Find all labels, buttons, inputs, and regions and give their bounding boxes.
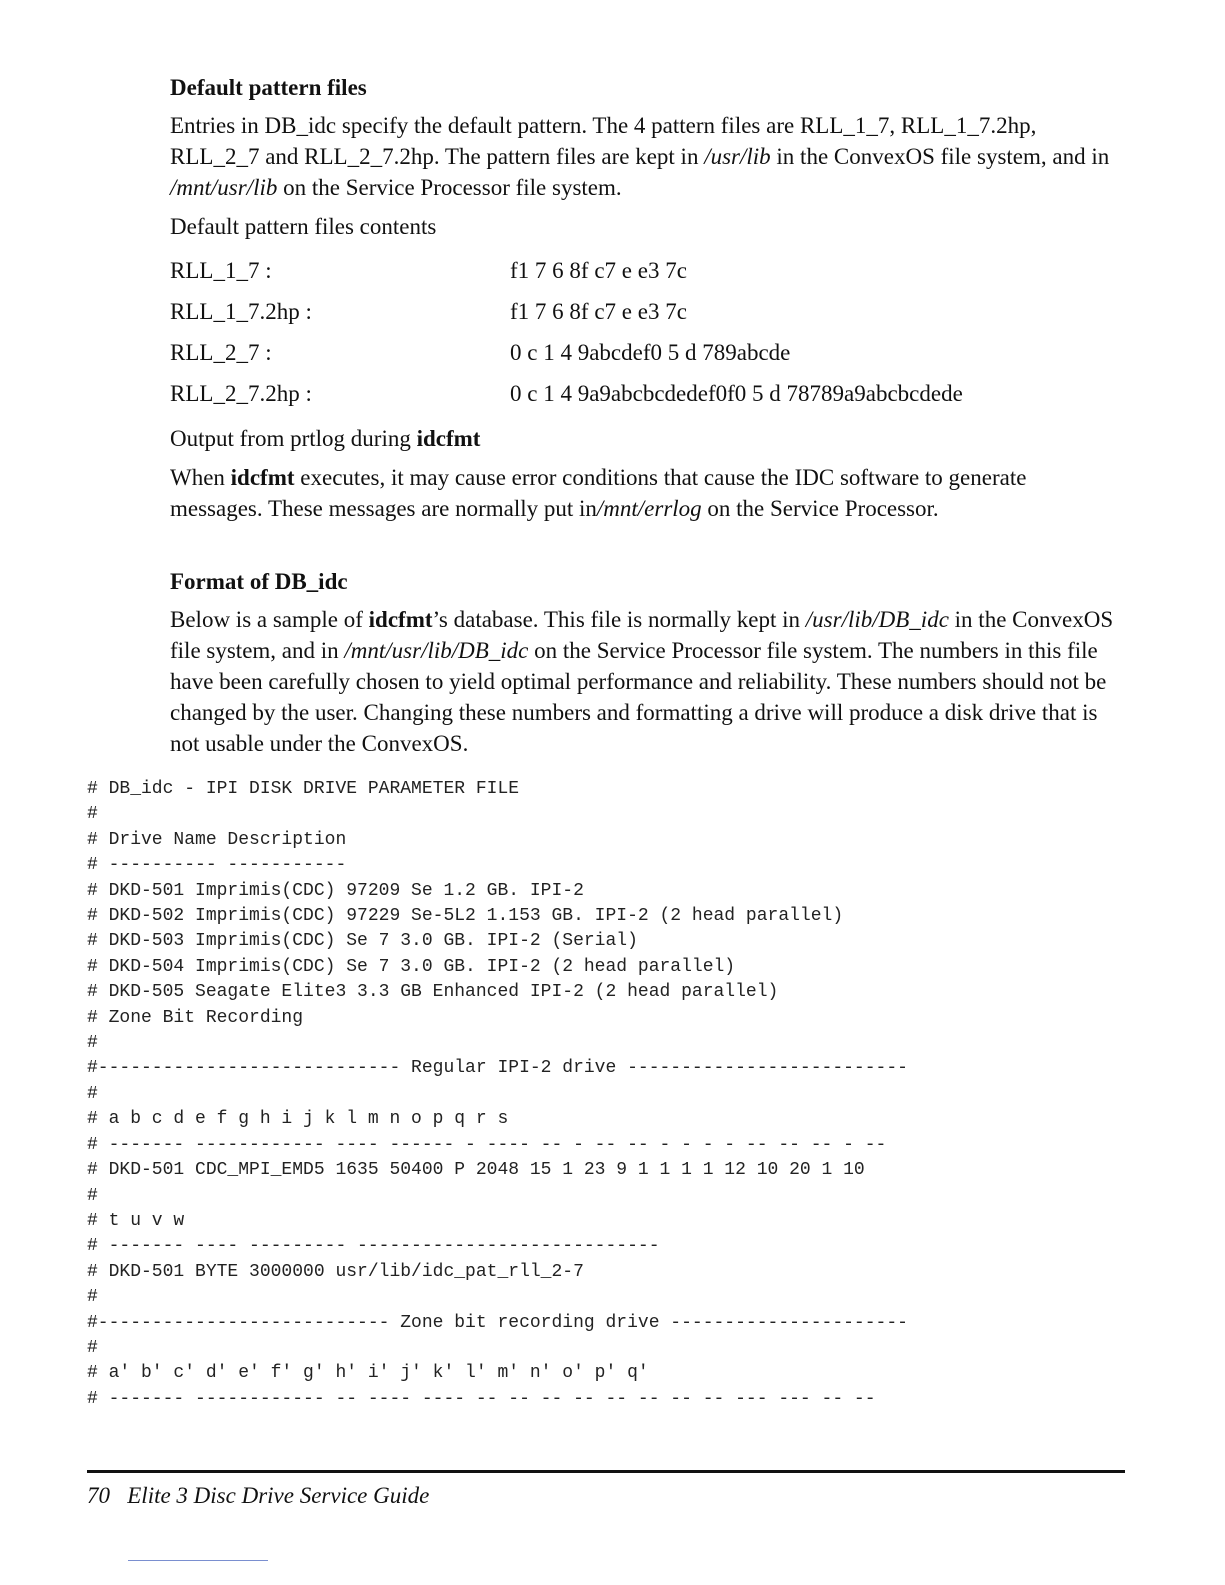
text-run: Below is a sample of	[170, 607, 369, 632]
code-line: #	[87, 1337, 98, 1358]
pattern-row	[170, 337, 1070, 378]
text-run: ’s database. This file is normally kept in	[432, 607, 806, 632]
footer-rule	[87, 1470, 1125, 1473]
path-usr-lib: /usr/lib	[704, 144, 771, 169]
pattern-name: RLL_1_7 :	[170, 258, 272, 283]
code-line: # a b c d e f g h i j k l m n o p q r s	[87, 1109, 509, 1130]
code-line: #---------------------------- Regular IPI-2 drive --------------------------	[87, 1058, 908, 1079]
paragraph-output	[170, 462, 1115, 524]
pattern-row	[170, 255, 1070, 296]
code-line: # DKD-501 BYTE 3000000 usr/lib/idc_pat_rll_2-7	[87, 1261, 584, 1282]
path-mnt-errlog: /mnt/errlog	[596, 496, 702, 521]
code-line: # ------- ------------ ---- ------ - ---- -- - -- -- - - - - -- -- -- - --	[87, 1134, 887, 1155]
page-number: 70	[87, 1483, 110, 1508]
code-line: # Zone Bit Recording	[87, 1007, 304, 1028]
code-line: #	[87, 804, 98, 825]
paragraph-format	[170, 604, 1115, 759]
code-line: # DKD-502 Imprimis(CDC) 97229 Se-5L2 1.153 GB. IPI-2 (2 head parallel)	[87, 906, 844, 927]
pattern-name: RLL_1_7.2hp :	[170, 299, 312, 324]
code-line: #	[87, 1083, 98, 1104]
label-pattern-contents: Default pattern files contents	[170, 214, 437, 239]
path-mnt-usr-lib-db-idc: /mnt/usr/lib/DB_idc	[344, 638, 529, 663]
path-usr-lib-db-idc: /usr/lib/DB_idc	[805, 607, 949, 632]
text-run: on the Service Processor.	[701, 496, 939, 521]
heading-text: Output from prtlog during	[170, 426, 417, 451]
code-line: # ------- ------------ -- ---- ---- -- -- -- -- -- -- -- -- --- --- -- --	[87, 1388, 876, 1409]
code-line: # ---------- -----------	[87, 855, 347, 876]
document-title: Elite 3 Disc Drive Service Guide	[127, 1483, 430, 1508]
text-run: Entries in DB_idc specify the default pattern. The 4 pattern files are RLL_1_7, RLL_1_7.2hp, RLL_2_7 and RLL_2_7.2hp. The pattern files are kept in	[170, 113, 1037, 169]
text-run: in the ConvexOS file system, and in	[770, 144, 1110, 169]
pattern-value: 0 c 1 4 9a9abcbcdedef0f0 5 d 78789a9abcbcdede	[510, 381, 963, 406]
code-line: #	[87, 1185, 98, 1206]
heading-default-pattern-files: Default pattern files	[170, 75, 367, 100]
code-line: # t u v w	[87, 1210, 185, 1231]
command-idcfmt: idcfmt	[416, 426, 481, 451]
command-idcfmt: idcfmt	[230, 465, 295, 490]
code-line: # ------- ---- --------- ----------------------------	[87, 1236, 660, 1257]
pattern-name: RLL_2_7 :	[170, 340, 272, 365]
code-line: #--------------------------- Zone bit recording drive ----------------------	[87, 1312, 908, 1333]
code-line: # DKD-505 Seagate Elite3 3.3 GB Enhanced IPI-2 (2 head parallel)	[87, 982, 779, 1003]
text-run: executes, it may cause error conditions that cause the IDC software to generate messages. These messages are normally put in	[170, 465, 1027, 521]
pattern-value: 0 c 1 4 9abcdef0 5 d 789abcde	[510, 340, 791, 365]
command-idcfmt: idcfmt	[368, 607, 433, 632]
path-mnt-usr-lib: /mnt/usr/lib	[170, 175, 278, 200]
code-listing-db-idc	[87, 777, 908, 1412]
text-run: in the ConvexOS file system, and in	[170, 607, 1114, 663]
pattern-value: f1 7 6 8f c7 e e3 7c	[510, 258, 687, 283]
pattern-value: f1 7 6 8f c7 e e3 7c	[510, 299, 687, 324]
code-line: # DKD-501 Imprimis(CDC) 97209 Se 1.2 GB. IPI-2	[87, 880, 584, 901]
scan-mark	[128, 1560, 268, 1561]
code-line: # a' b' c' d' e' f' g' h' i' j' k' l' m' n' o' p' q'	[87, 1363, 649, 1384]
code-line: # DB_idc - IPI DISK DRIVE PARAMETER FILE	[87, 779, 520, 799]
code-line: # DKD-501 CDC_MPI_EMD5 1635 50400 P 2048 15 1 23 9 1 1 1 1 12 10 20 1 10	[87, 1160, 865, 1181]
heading-format-db-idc: Format of DB_idc	[170, 569, 348, 594]
paragraph-default-pattern	[170, 110, 1115, 203]
text-run: When	[170, 465, 231, 490]
heading-output-prtlog	[170, 423, 480, 454]
text-run: on the Service Processor file system.	[277, 175, 622, 200]
pattern-name: RLL_2_7.2hp :	[170, 381, 312, 406]
pattern-row	[170, 296, 1070, 337]
text-run: on the Service Processor file system. The numbers in this file have been carefully chosen to yield optimal performance and reliability. These numbers should not be changed by the user. Changing these numbers and formatting a drive will produce a disk drive that is not usable under the ConvexOS.	[170, 638, 1107, 756]
footer	[87, 1480, 429, 1511]
code-line: #	[87, 1287, 98, 1308]
code-line: # Drive Name Description	[87, 829, 347, 850]
pattern-row	[170, 378, 1070, 419]
code-line: # DKD-503 Imprimis(CDC) Se 7 3.0 GB. IPI-2 (Serial)	[87, 931, 638, 952]
code-line: #	[87, 1033, 98, 1054]
code-line: # DKD-504 Imprimis(CDC) Se 7 3.0 GB. IPI-2 (2 head parallel)	[87, 956, 736, 977]
